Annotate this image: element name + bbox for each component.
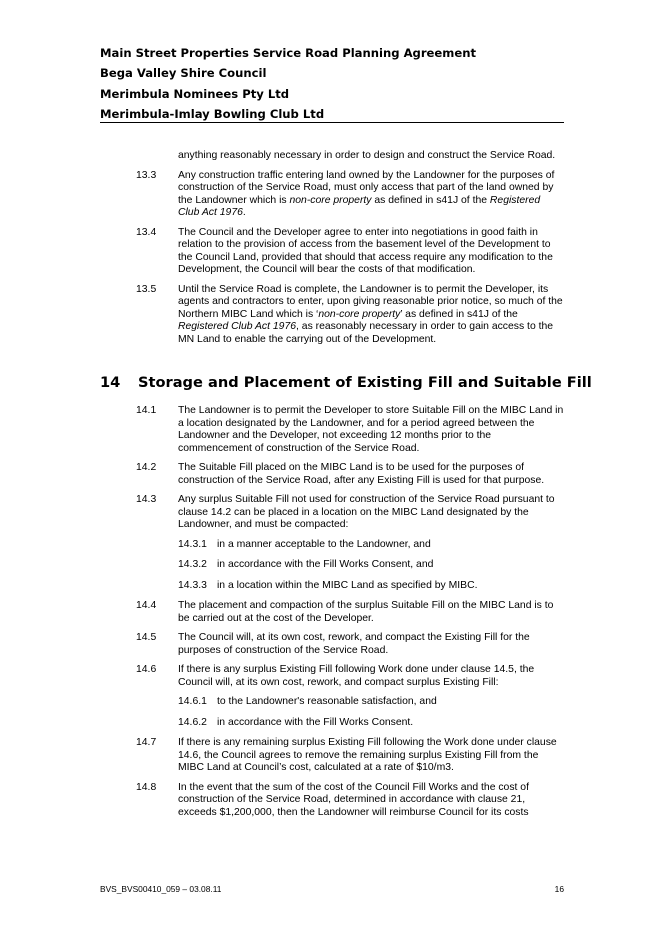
header-party-nominees: Merimbula Nominees Pty Ltd bbox=[100, 86, 290, 101]
clause-13-2-continuation bbox=[100, 150, 564, 163]
clause-14-2 bbox=[100, 462, 564, 487]
subclause-text: to the Landowner's reasonable satisfaction, and bbox=[217, 696, 437, 707]
subclause-text: in a location within the MIBC Land as specified by MIBC. bbox=[217, 579, 478, 591]
clause-14-3 bbox=[100, 494, 564, 532]
clause-13-3 bbox=[100, 170, 564, 220]
clause-number: 14.1 bbox=[136, 405, 157, 416]
section-14-heading bbox=[100, 374, 592, 392]
clause-number: 14.3 bbox=[136, 494, 157, 505]
clause-14-3-1 bbox=[100, 539, 564, 552]
clause-text: The Council will, at its own cost, rework, and compact the Existing Fill for the purposes of construction of the Service Road. bbox=[178, 632, 530, 656]
footer-doc-ref: BVS_BVS00410_059 – 03.08.11 bbox=[100, 884, 222, 894]
header-party-council: Bega Valley Shire Council bbox=[100, 66, 267, 81]
clause-text: Until the Service Road is complete, the Landowner is to permit the Developer, its agents and contractors to enter, upon giving reasonable prior notice, so much of the Northern MIBC Land which is ‘non-core property’ as defined in s41J of the Registered Club Act 1976, as reasonably necessary in order to gain access to the MN Land to enable the carrying out of the Development. bbox=[178, 283, 563, 345]
clause-14-1 bbox=[100, 405, 564, 455]
header-party-bowling-club: Merimbula-Imlay Bowling Club Ltd bbox=[100, 107, 325, 122]
clause-text: In the event that the sum of the cost of the Council Fill Works and the cost of construction of the Service Road, determined in accordance with clause 21, exceeds $1,200,000, then the Landowner will reimburse Council for its costs bbox=[178, 781, 529, 818]
clause-number: 14.8 bbox=[136, 781, 157, 793]
subclause-number: 14.6.1 bbox=[178, 696, 207, 707]
footer-page-number: 16 bbox=[554, 884, 564, 894]
clause-text: The Suitable Fill placed on the MIBC Land is to be used for the purposes of construction of the Service Road, after any Existing Fill is used for that purpose. bbox=[178, 462, 545, 486]
clause-13-4 bbox=[100, 227, 564, 277]
clause-text: Any construction traffic entering land owned by the Landowner for the purposes of construction of the Service Road, must only access that part of the land owned by the Landowner which is non-core property as defined in s41J of the Registered Club Act 1976. bbox=[178, 169, 555, 218]
clause-14-6 bbox=[100, 664, 564, 689]
subclause-text: in accordance with the Fill Works Consent. bbox=[217, 716, 414, 728]
clause-13-5 bbox=[100, 284, 564, 347]
clause-number: 13.3 bbox=[136, 169, 157, 181]
clause-text: The Council and the Developer agree to enter into negotiations in good faith in relation to the provision of access from the basement level of the Development to the Council Land, provided that should that access require any modification to the Development, the Council will bear the costs of that modification. bbox=[178, 226, 553, 275]
clause-number: 14.6 bbox=[136, 664, 157, 675]
section-title: Storage and Placement of Existing Fill and Suitable Fill bbox=[138, 374, 592, 391]
clause-number: 13.4 bbox=[136, 226, 157, 238]
clause-14-5 bbox=[100, 632, 564, 657]
subclause-number: 14.6.2 bbox=[178, 716, 207, 728]
clause-14-6-2 bbox=[100, 717, 564, 730]
clause-text: If there is any remaining surplus Existing Fill following the Work done under clause 14.6, the Council agrees to remove the remaining surplus Existing Fill from the MIBC Land at Council’s cost, calculated at a rate of $10/m3. bbox=[178, 737, 557, 773]
clause-14-4 bbox=[100, 600, 564, 625]
subclause-number: 14.3.3 bbox=[178, 579, 207, 591]
clause-number: 13.5 bbox=[136, 283, 157, 295]
subclause-number: 14.3.1 bbox=[178, 538, 207, 550]
page-header bbox=[100, 43, 564, 125]
subclause-number: 14.3.2 bbox=[178, 559, 207, 570]
clause-14-7 bbox=[100, 737, 564, 775]
clause-text: anything reasonably necessary in order to design and construct the Service Road. bbox=[178, 150, 556, 161]
subclause-text: in a manner acceptable to the Landowner, and bbox=[217, 538, 431, 550]
clause-14-6-1 bbox=[100, 696, 564, 709]
clause-14-3-2 bbox=[100, 559, 564, 572]
clause-text: The placement and compaction of the surplus Suitable Fill on the MIBC Land is to be carried out at the cost of the Developer. bbox=[178, 600, 554, 624]
section-number: 14 bbox=[100, 374, 121, 391]
header-divider bbox=[100, 122, 564, 123]
clause-14-3-3 bbox=[100, 580, 564, 593]
clause-text: The Landowner is to permit the Developer to store Suitable Fill on the MIBC Land in a location designated by the Landowner, and for a period agreed between the Landowner and the Developer, not exceeding 12 months prior to the commencement of construction of the Service Road. bbox=[178, 405, 564, 454]
clause-text: Any surplus Suitable Fill not used for construction of the Service Road pursuant to clause 14.2 can be placed in a location on the MIBC Land designated by the Landowner, and must be compacted: bbox=[178, 494, 555, 530]
clause-number: 14.2 bbox=[136, 462, 157, 473]
header-title: Main Street Properties Service Road Planning Agreement bbox=[100, 46, 477, 60]
clause-number: 14.7 bbox=[136, 737, 157, 748]
document-body bbox=[100, 150, 592, 819]
clause-number: 14.4 bbox=[136, 600, 157, 611]
clause-14-8 bbox=[100, 782, 564, 820]
clause-number: 14.5 bbox=[136, 632, 157, 643]
clause-text: If there is any surplus Existing Fill following Work done under clause 14.5, the Council will, at its own cost, rework, and compact surplus Existing Fill: bbox=[178, 664, 535, 688]
subclause-text: in accordance with the Fill Works Consent, and bbox=[217, 559, 434, 570]
